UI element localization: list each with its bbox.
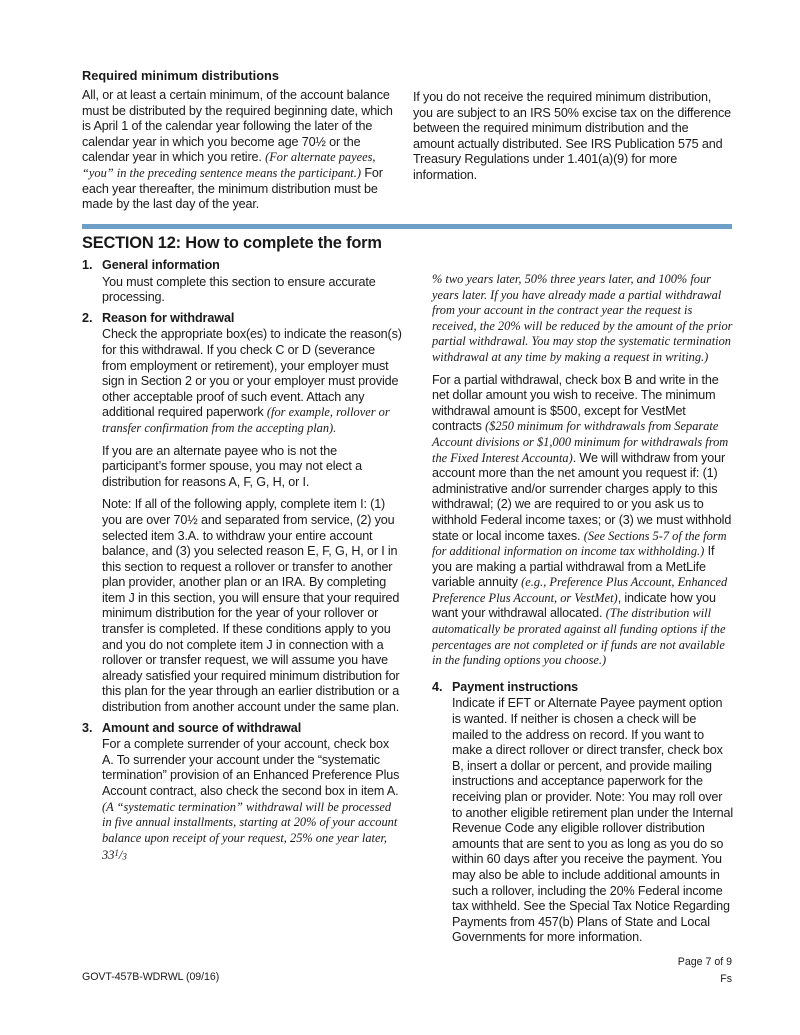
item2-p1-italic: (for example, rollover or transfer confirmation from the accepting plan).	[102, 405, 390, 435]
body-right-column	[432, 272, 734, 946]
footer-form-code: GOVT-457B-WDRWL (09/16)	[82, 971, 220, 983]
item3-p2-text-a: For a partial withdrawal, check box B and write in the net dollar amount you wish to receive. The minimum withdrawal amount is $500, except for VestMet contracts	[432, 372, 719, 434]
list-item-payment-instructions	[432, 680, 734, 946]
item3-fraction-numerator: 1	[114, 848, 119, 859]
intro-heading: Required minimum distributions	[82, 68, 279, 83]
intro-left-text-2: For each year thereafter, the minimum distribution must be made by the last day of the year.	[82, 165, 383, 212]
item-number: 2.	[82, 310, 93, 325]
item3-paragraph-1-start	[102, 737, 402, 865]
item2-paragraph-1	[102, 327, 402, 436]
item-number: 4.	[432, 679, 443, 694]
item3-p2-italic-a: ($250 minimum for withdrawals from Separate Account divisions or $1,000 minimum for withdrawals from the Fixed Interest Accounta)	[432, 419, 729, 465]
item-body	[102, 737, 402, 865]
item-header	[82, 258, 402, 274]
list-item-amount-and-source-of-withdrawal	[82, 721, 402, 866]
item2-p1-text: Check the appropriate box(es) to indicate the reason(s) for this withdrawal. If you check C or D (severance from employment or retirement), your employer must sign in Section 2 or you or your employer must provide other acceptable proof of such event. Attach any additional required paperwork	[102, 327, 402, 420]
item2-paragraph-3: Note: If all of the following apply, complete item I: (1) you are over 70½ and separated from service, (2) you selected item 3.A. to withdraw your entire account balance, and (3) you selected reason E, F, G, H, or I in this section to request a rollover or transfer to another plan provider, another plan or an IRA. By completing item J in this section, you will ensure that your required minimum distribution for the year of your rollover or transfer is completed. If these conditions apply to you and you do not complete item J in connection with a rollover or transfer request, we will assume you have already satisfied your required minimum distribution for this plan for the year through an earlier distribution or a distribution from another account under the same plan.	[102, 497, 400, 715]
item3-paragraph-2	[432, 373, 734, 669]
item-number: 3.	[82, 720, 93, 735]
item-number: 1.	[82, 258, 93, 272]
list-item-reason-for-withdrawal	[82, 311, 402, 716]
item-body	[102, 275, 402, 306]
body-left-column	[82, 258, 402, 866]
item3-p2-italic-d: (The distribution will automatically be prorated against all funding options if the percentages are not completed or if funds are not available in the funding options you choose.)	[432, 606, 726, 668]
item-header	[82, 311, 402, 327]
item-header	[432, 680, 734, 696]
item3-fraction-denominator: 3	[122, 852, 127, 863]
item3-p2-italic-b: (See Sections 5-7 of the form for additional information on income tax withholding.)	[432, 528, 727, 559]
item-body	[452, 696, 734, 946]
item3-continuation	[432, 272, 734, 669]
item3-fraction-separator: /	[118, 848, 123, 863]
item3-p1-italic-continued: % two years later, 50% three years later, and 100% four years later. If you have already made a partial withdrawal from your account in the contract year the request is received, the 20% will be reduced by the amount of the prior partial withdrawal. You may stop the systematic termination withdrawal at any time by making a request in writing.)	[432, 272, 733, 364]
item3-p2-text-b: . We will withdraw from your account more than the net amount you request if: (1) administrative and/or surrender charges apply to this withdrawal; (2) we are required to or you ask us to withhold Federal income taxes; or (3) we must withhold state or local income taxes.	[432, 450, 732, 543]
item3-p1-italic-start: (A “systematic termination” withdrawal will be processed in five annual installments, starting at 20% of your account balance upon receipt of your request, 25% one year later, 33	[102, 799, 398, 863]
item3-p2-text-d: , indicate how you want your withdrawal allocated.	[432, 590, 716, 621]
intro-right-paragraph: If you do not receive the required minimum distribution, you are subject to an IRS 50% excise tax on the difference between the required minimum distribution and the amount actually distributed. See IRS Publication 575 and Treasury Regulations under 1.401(a)(9) for more information.	[413, 90, 731, 182]
item3-p2-text-c: If you are making a partial withdrawal from a MetLife variable annuity	[432, 544, 715, 590]
item-title: Payment instructions	[452, 679, 579, 694]
intro-left-column	[82, 68, 400, 213]
intro-right-column	[413, 90, 731, 184]
list-item-general-information	[82, 258, 402, 306]
section-divider-bar	[82, 224, 732, 229]
item-title: General information	[102, 258, 220, 272]
intro-left-paragraph	[82, 88, 400, 213]
item-title: Reason for withdrawal	[102, 310, 235, 325]
item1-paragraph-1: You must complete this section to ensure accurate processing.	[102, 274, 376, 305]
item4-paragraph-1: Indicate if EFT or Alternate Payee payment option is wanted. If neither is chosen a check will be mailed to the address on record. If you want to make a direct rollover or direct transfer, check box B, insert a dollar or percent, and provide mailing instructions and acceptance paperwork for the receiving plan or provider. Note: You may roll over to another eligible retirement plan under the Internal Revenue Code any eligible rollover distribution amounts that are sent to you as long as you do so within 60 days after you receive the payment. You may also be able to include additional amounts in such a rollover, including the 20% Federal income tax withheld. See the Special Tax Notice Regarding Payments from 457(b) Plans of State and Local Governments for more information.	[452, 696, 734, 945]
section-title: SECTION 12: How to complete the form	[82, 234, 382, 252]
footer-page-number: Page 7 of 9	[677, 956, 732, 968]
footer-mark: Fs	[720, 973, 732, 985]
item-header	[82, 721, 402, 737]
item-title: Amount and source of withdrawal	[102, 720, 302, 735]
intro-left-text-1: All, or at least a certain minimum, of the account balance must be distributed by the required beginning date, which is April 1 of the calendar year following the later of the calendar year in which you become age 70½ or the calendar year in which you retire.	[82, 88, 393, 165]
item3-p2-italic-c: (e.g., Preference Plus Account, Enhanced Preference Plus Account, or VestMet)	[432, 575, 728, 605]
item2-paragraph-2: If you are an alternate payee who is not the participant’s former spouse, you may not elect a distribution for reasons A, F, G, H, or I.	[102, 443, 362, 489]
item-body	[102, 327, 402, 715]
intro-left-italic-note: (For alternate payees, “you” in the preceding sentence means the participant.)	[82, 150, 376, 180]
item3-p1-text: For a complete surrender of your account, check box A. To surrender your account under the “systematic termination” provision of an Enhanced Preference Plus Account contract, also check the second box in item A.	[102, 737, 400, 798]
